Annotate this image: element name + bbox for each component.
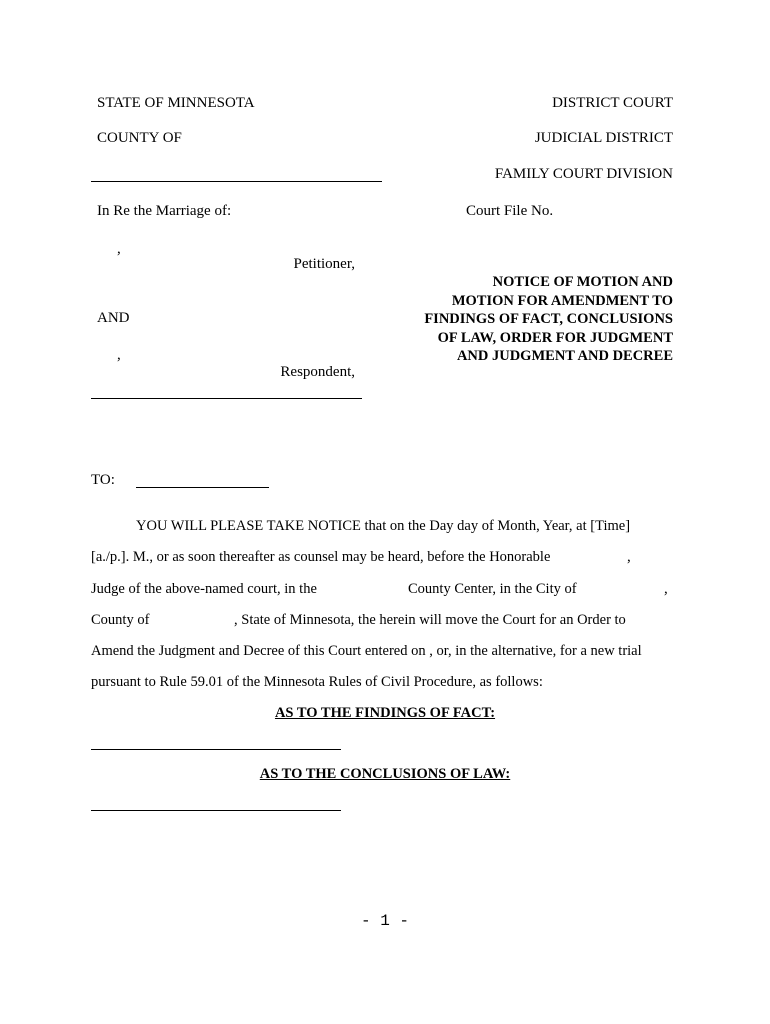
in-re-label: In Re the Marriage of: <box>97 203 232 219</box>
and-label: AND <box>97 310 130 326</box>
body-line-3b: County Center, in the City of <box>408 581 577 597</box>
county-label: COUNTY OF <box>97 130 182 146</box>
conclusions-blank-line <box>91 810 341 811</box>
body-line-4b: , State of Minnesota, the herein will move the Court for an Order to <box>234 612 626 628</box>
petitioner-label: Petitioner, <box>293 256 355 272</box>
family-division-label: FAMILY COURT DIVISION <box>494 166 673 182</box>
state-label: STATE OF MINNESOTA <box>97 95 255 111</box>
to-label: TO: <box>91 472 115 488</box>
court-file-label: Court File No. <box>466 203 554 219</box>
judicial-district-label: JUDICIAL DISTRICT <box>534 130 673 146</box>
title-line: MOTION FOR AMENDMENT TO <box>451 292 673 309</box>
body-line-6: pursuant to Rule 59.01 of the Minnesota Rules of Civil Procedure, as follows: <box>91 674 543 690</box>
body-line-3-comma: , <box>664 581 668 597</box>
body-line-2: [a./p.]. M., or as soon thereafter as counsel may be heard, before the Honorable <box>91 549 551 565</box>
body-line-1: YOU WILL PLEASE TAKE NOTICE that on the Day day of Month, Year, at [Time] <box>136 518 631 534</box>
caption-divider-bottom <box>91 398 362 399</box>
petitioner-name-comma: , <box>117 241 121 257</box>
body-line-3a: Judge of the above-named court, in the <box>91 581 317 597</box>
title-line: OF LAW, ORDER FOR JUDGMENT <box>437 329 673 346</box>
page-number: - 1 - <box>360 912 409 930</box>
body-line-2-comma: , <box>627 549 631 565</box>
title-line: AND JUDGMENT AND DECREE <box>456 348 673 364</box>
conclusions-heading: AS TO THE CONCLUSIONS OF LAW: <box>259 766 511 782</box>
findings-heading: AS TO THE FINDINGS OF FACT: <box>274 705 496 721</box>
respondent-label: Respondent, <box>280 364 355 380</box>
caption-divider-top <box>91 181 382 182</box>
body-line-4a: County of <box>91 612 150 628</box>
title-line: FINDINGS OF FACT, CONCLUSIONS <box>424 311 673 327</box>
district-court-label: DISTRICT COURT <box>552 95 673 111</box>
document-title <box>390 273 673 366</box>
title-line: NOTICE OF MOTION AND <box>492 274 673 290</box>
respondent-name-comma: , <box>117 347 121 363</box>
findings-blank-line <box>91 749 341 750</box>
to-blank-line <box>136 487 269 488</box>
body-line-5: Amend the Judgment and Decree of this Court entered on , or, in the alternative, for a new trial <box>91 643 642 659</box>
